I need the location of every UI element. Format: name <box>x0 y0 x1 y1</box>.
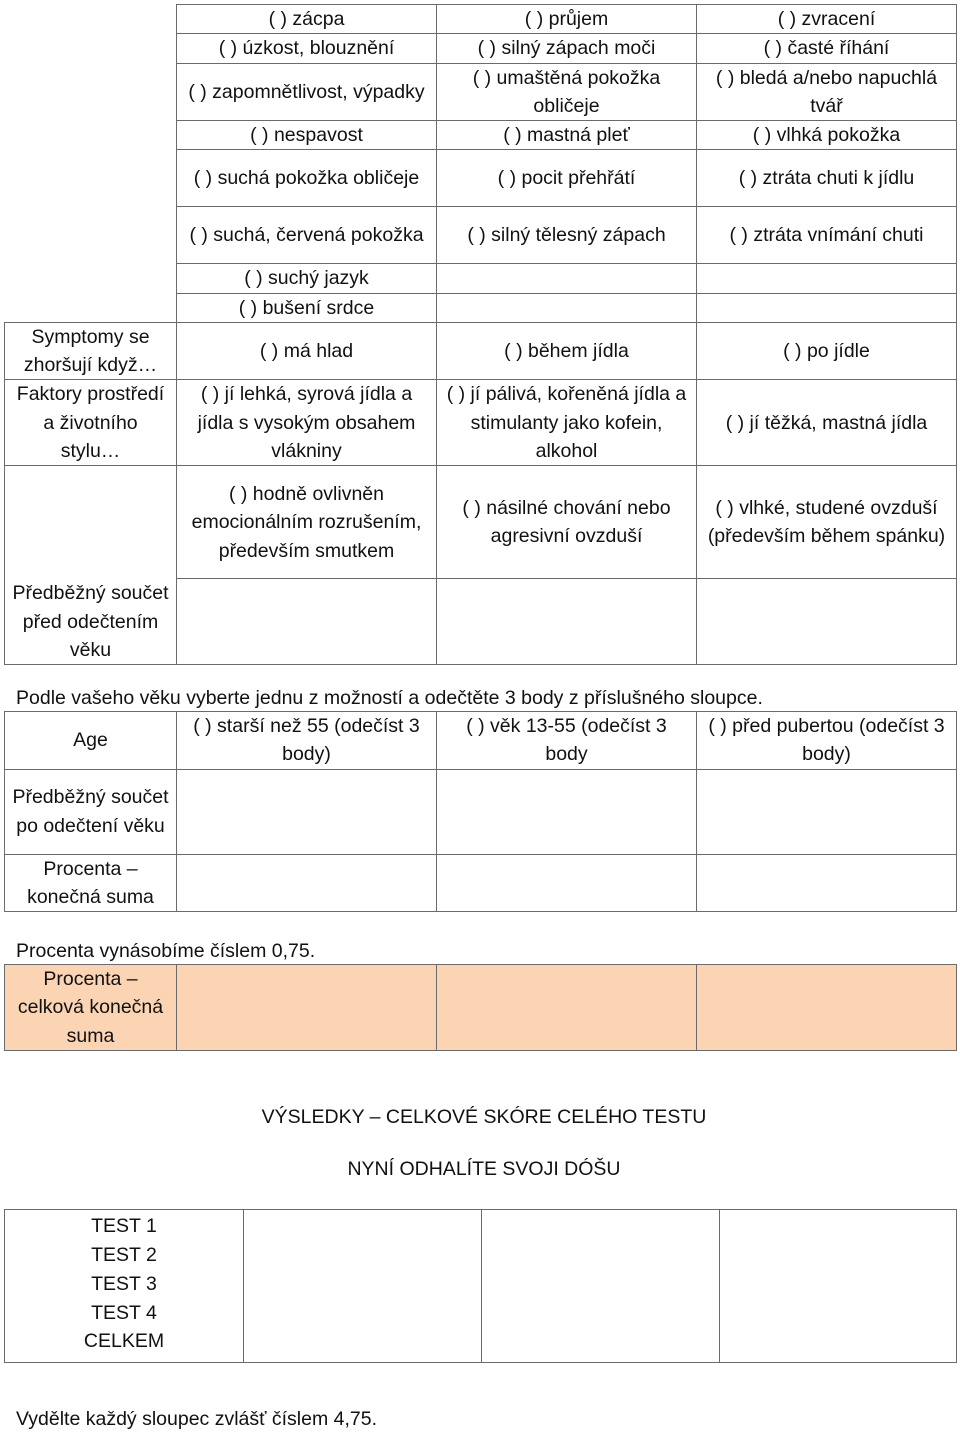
option-cell[interactable]: ( ) zapomnětlivost, výpadky <box>177 63 437 121</box>
option-cell[interactable]: ( ) umaštěná pokožka obličeje <box>437 63 697 121</box>
age-instruction: Podle vašeho věku vyberte jednu z možností a odečtěte 3 body z příslušného sloupce. <box>16 687 763 709</box>
option-cell[interactable]: ( ) jí těžká, mastná jídla <box>697 380 957 466</box>
option-cell[interactable]: ( ) suchá pokožka obličeje <box>177 150 437 207</box>
option-cell[interactable]: ( ) násilné chování nebo agresivní ovzduší <box>437 466 697 579</box>
multiply-instruction: Procenta vynásobíme číslem 0,75. <box>16 940 316 962</box>
age-table <box>4 711 957 912</box>
score-cell[interactable] <box>697 854 957 912</box>
score-cell[interactable] <box>482 1210 720 1241</box>
option-cell[interactable]: ( ) ztráta vnímání chuti <box>697 207 957 264</box>
table-row <box>5 264 957 293</box>
score-cell[interactable] <box>697 579 957 665</box>
table-row <box>5 207 957 264</box>
score-cell[interactable] <box>482 1298 720 1327</box>
result-row-label: TEST 3 <box>5 1269 244 1298</box>
option-cell[interactable]: ( ) hodně ovlivněn emocionálním rozrušením, především smutkem <box>177 466 437 579</box>
table-row <box>5 150 957 207</box>
table-row <box>5 121 957 150</box>
score-cell[interactable] <box>177 579 437 665</box>
results-table <box>4 1209 957 1363</box>
option-cell[interactable]: ( ) jí lehká, syrová jídla a jídla s vysokým obsahem vlákniny <box>177 380 437 466</box>
score-cell[interactable] <box>177 769 437 854</box>
empty-cell <box>437 293 697 322</box>
table-row <box>5 466 957 579</box>
reveal-heading: NYNÍ ODHALÍTE SVOJI DÓŠU <box>347 1158 621 1180</box>
empty-cell <box>437 264 697 293</box>
option-cell[interactable]: ( ) věk 13-55 (odečíst 3 body <box>437 712 697 770</box>
score-cell[interactable] <box>244 1269 482 1298</box>
lifestyle-label: Faktory prostředí a životního stylu… <box>5 380 177 466</box>
score-cell[interactable] <box>177 854 437 912</box>
option-cell[interactable]: ( ) průjem <box>437 5 697 34</box>
score-cell[interactable] <box>697 769 957 854</box>
table-row <box>5 965 957 1051</box>
score-cell[interactable] <box>720 1327 957 1362</box>
table-row <box>5 34 957 63</box>
table-row <box>5 769 957 854</box>
option-cell[interactable]: ( ) úzkost, blouznění <box>177 34 437 63</box>
score-cell[interactable] <box>437 854 697 912</box>
score-cell[interactable] <box>482 1327 720 1362</box>
score-cell[interactable] <box>720 1269 957 1298</box>
table-row <box>5 322 957 380</box>
option-cell[interactable]: ( ) suchý jazyk <box>177 264 437 293</box>
score-cell[interactable] <box>437 579 697 665</box>
table-row <box>5 293 957 322</box>
option-cell[interactable]: ( ) vlhké, studené ovzduší (především během spánku) <box>697 466 957 579</box>
result-row-label: TEST 4 <box>5 1298 244 1327</box>
results-heading: VÝSLEDKY – CELKOVÉ SKÓRE CELÉHO TESTU <box>261 1106 707 1128</box>
prelim-total-label: Předběžný součet před odečtením věku <box>5 579 177 665</box>
score-cell[interactable] <box>720 1240 957 1269</box>
score-cell[interactable] <box>177 965 437 1051</box>
score-cell[interactable] <box>697 965 957 1051</box>
table-row <box>5 380 957 466</box>
option-cell[interactable]: ( ) nespavost <box>177 121 437 150</box>
empty-cell <box>697 293 957 322</box>
table-row <box>5 63 957 121</box>
score-cell[interactable] <box>437 769 697 854</box>
option-cell[interactable]: ( ) suchá, červená pokožka <box>177 207 437 264</box>
option-cell[interactable]: ( ) jí pálivá, kořeněná jídla a stimulanty jako kofein, alkohol <box>437 380 697 466</box>
score-cell[interactable] <box>482 1240 720 1269</box>
option-cell[interactable]: ( ) časté říhání <box>697 34 957 63</box>
score-cell[interactable] <box>244 1298 482 1327</box>
option-cell[interactable]: ( ) zvracení <box>697 5 957 34</box>
option-cell[interactable]: ( ) ztráta chuti k jídlu <box>697 150 957 207</box>
table-row <box>5 854 957 912</box>
table-row <box>5 712 957 770</box>
score-cell[interactable] <box>244 1210 482 1241</box>
option-cell[interactable]: ( ) silný tělesný zápach <box>437 207 697 264</box>
option-cell[interactable]: ( ) pocit přehřátí <box>437 150 697 207</box>
result-row-label: TEST 2 <box>5 1240 244 1269</box>
score-cell[interactable] <box>720 1210 957 1241</box>
table-row <box>5 1327 957 1362</box>
after-age-label: Předběžný součet po odečtení věku <box>5 769 177 854</box>
option-cell[interactable]: ( ) má hlad <box>177 322 437 380</box>
table-row <box>5 579 957 665</box>
option-cell[interactable]: ( ) vlhká pokožka <box>697 121 957 150</box>
result-row-label: CELKEM <box>5 1327 244 1362</box>
score-cell[interactable] <box>244 1327 482 1362</box>
divide-instruction: Vydělte každý sloupec zvlášť číslem 4,75. <box>16 1408 378 1430</box>
option-cell[interactable]: ( ) bušení srdce <box>177 293 437 322</box>
result-row-label: TEST 1 <box>5 1210 244 1241</box>
total-table <box>4 964 957 1051</box>
table-row <box>5 1298 957 1327</box>
option-cell[interactable]: ( ) po jídle <box>697 322 957 380</box>
symptoms-table <box>4 4 957 665</box>
percent-label: Procenta – konečná suma <box>5 854 177 912</box>
empty-cell <box>697 264 957 293</box>
option-cell[interactable]: ( ) bledá a/nebo napuchlá tvář <box>697 63 957 121</box>
score-cell[interactable] <box>244 1240 482 1269</box>
option-cell[interactable]: ( ) starší než 55 (odečíst 3 body) <box>177 712 437 770</box>
total-label: Procenta – celková konečná suma <box>5 965 177 1051</box>
score-cell[interactable] <box>437 965 697 1051</box>
option-cell[interactable]: ( ) silný zápach moči <box>437 34 697 63</box>
worse-when-label: Symptomy se zhoršují když… <box>5 322 177 380</box>
score-cell[interactable] <box>482 1269 720 1298</box>
option-cell[interactable]: ( ) zácpa <box>177 5 437 34</box>
table-row <box>5 1240 957 1269</box>
option-cell[interactable]: ( ) mastná pleť <box>437 121 697 150</box>
option-cell[interactable]: ( ) před pubertou (odečíst 3 body) <box>697 712 957 770</box>
option-cell[interactable]: ( ) během jídla <box>437 322 697 380</box>
table-row <box>5 5 957 34</box>
table-row <box>5 1210 957 1241</box>
table-row <box>5 1269 957 1298</box>
age-label: Age <box>5 712 177 770</box>
score-cell[interactable] <box>720 1298 957 1327</box>
